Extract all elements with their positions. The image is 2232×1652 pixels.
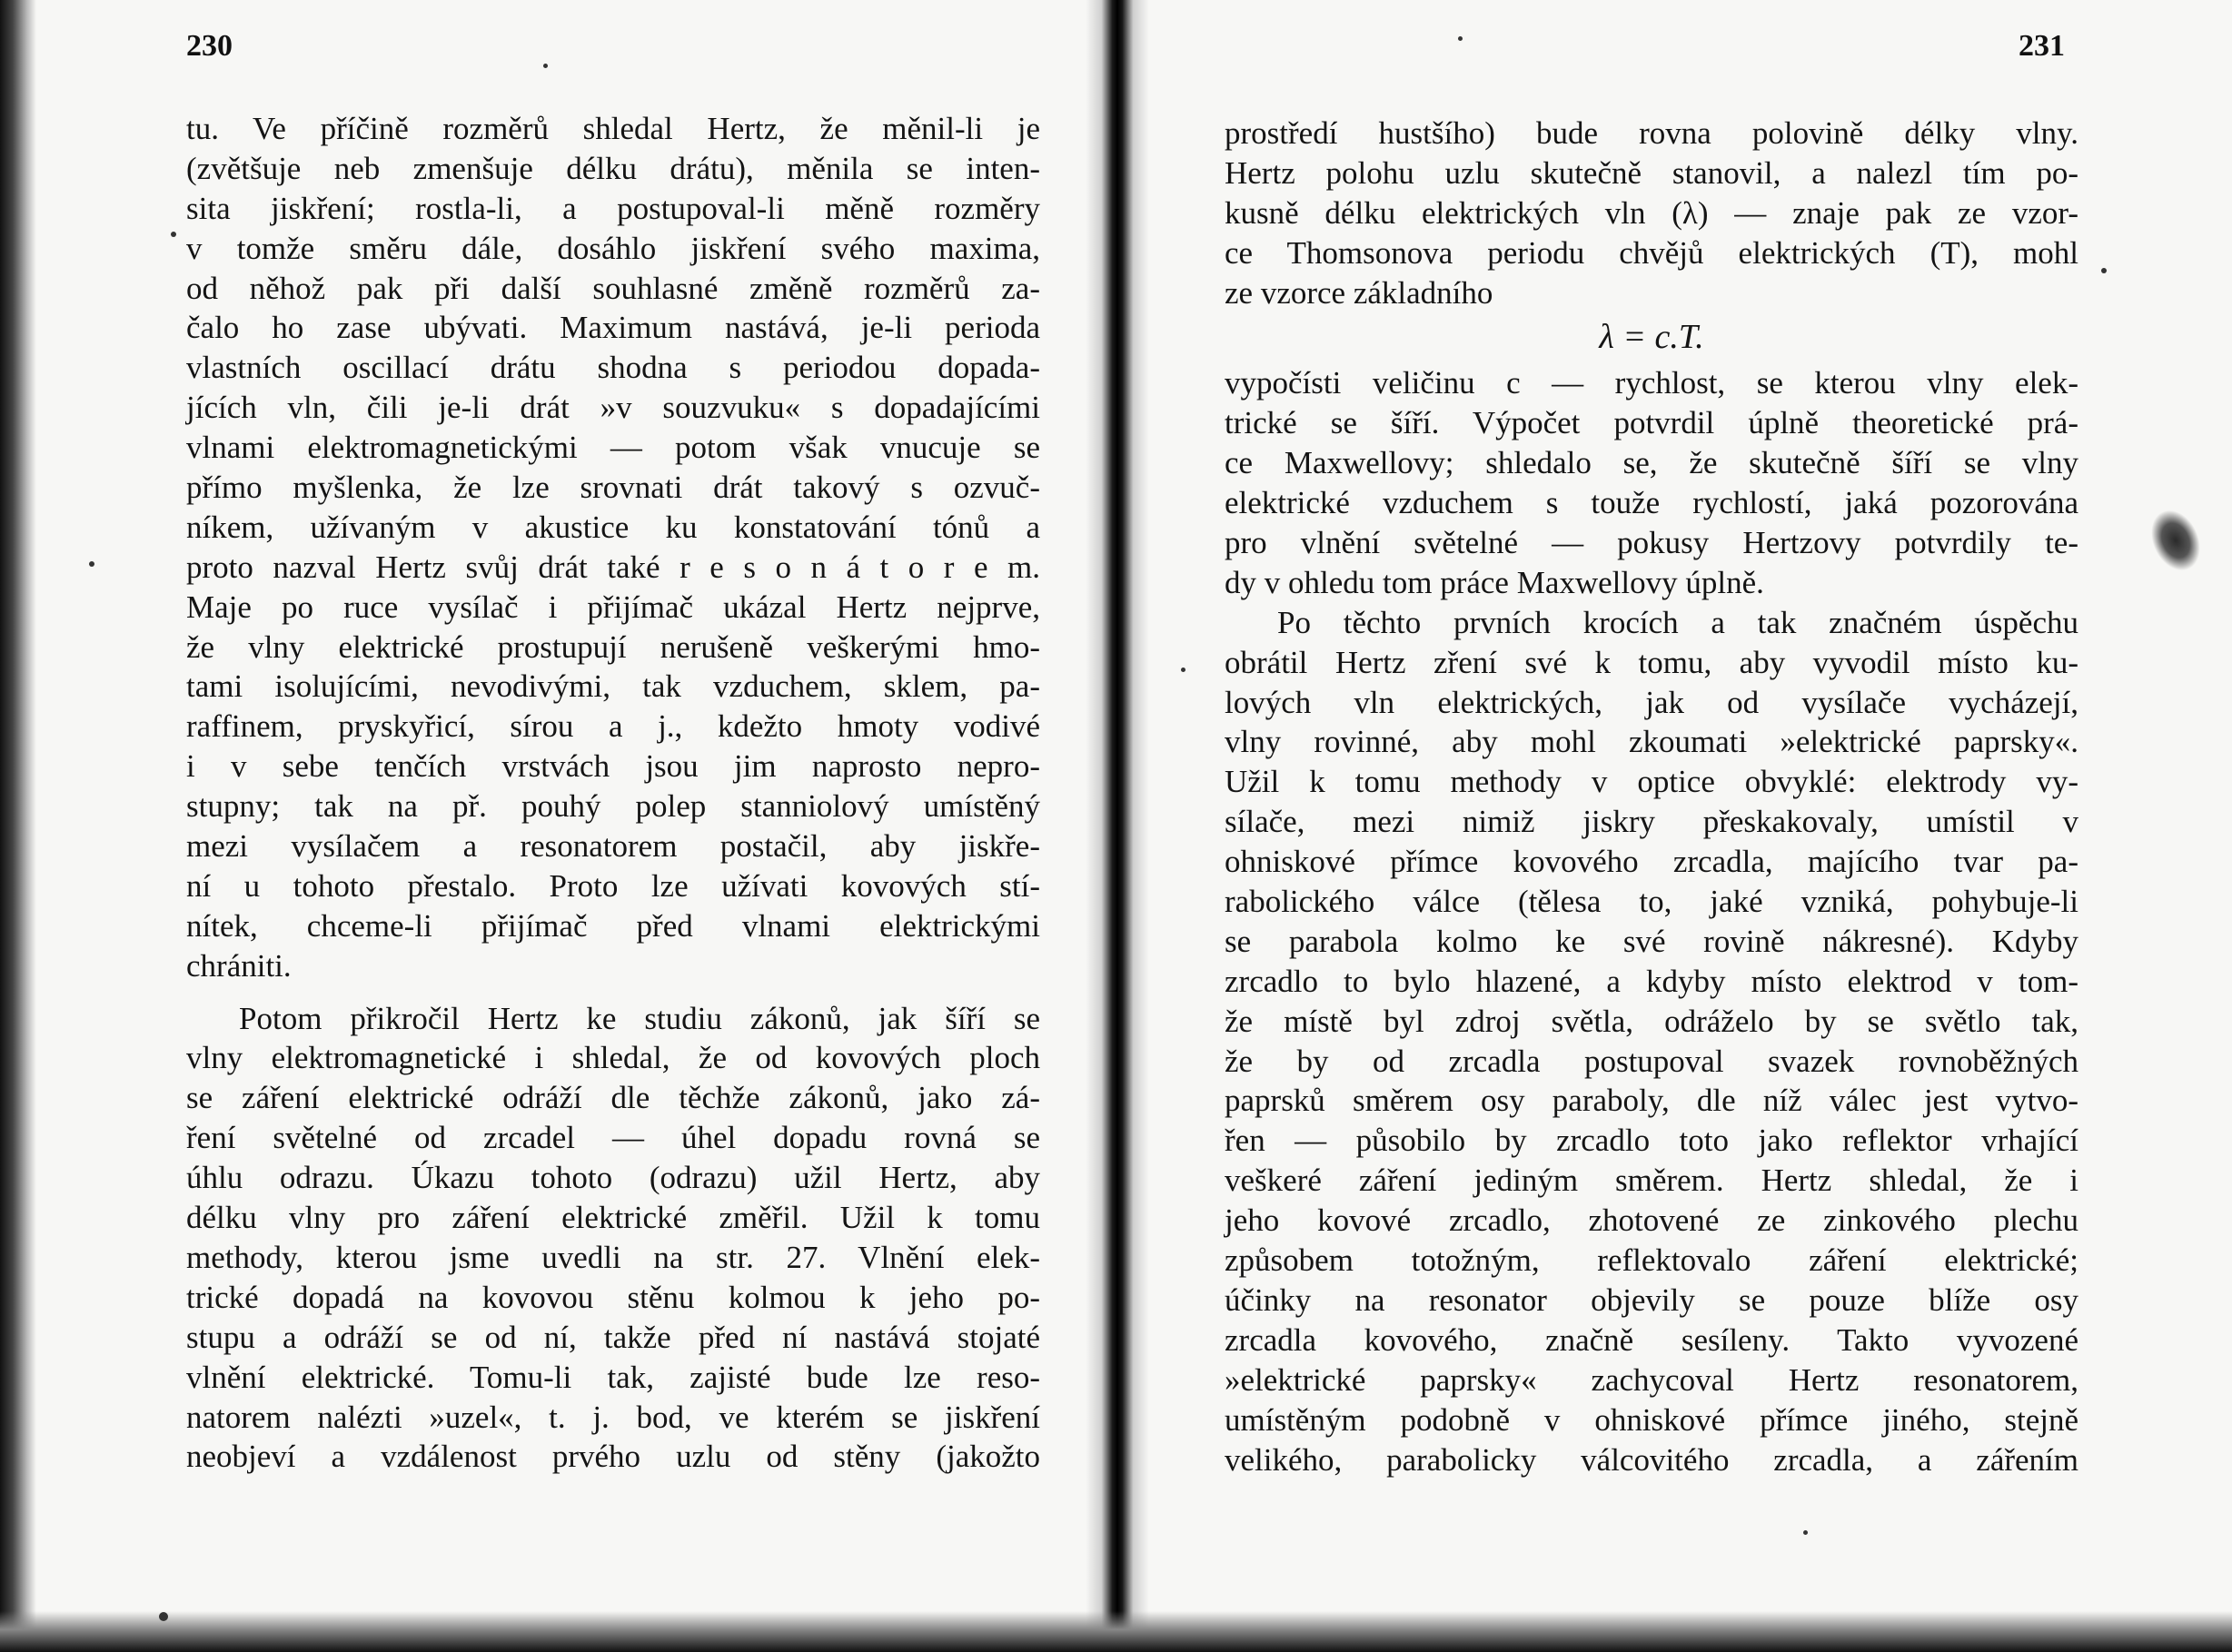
scan-speck	[1803, 1530, 1808, 1535]
text-line: jících vln, čili je-li drát »v souzvuku« s dopadajícími	[186, 390, 1040, 426]
text-line: Užil k tomu methody v optice obvyklé: elektrody vy-	[1225, 764, 2078, 800]
text-line: trické dopadá na kovovou stěnu kolmou k jeho po-	[186, 1279, 1040, 1315]
text-line: stupu a odráží se od ní, takže před ní nastává stojaté	[186, 1319, 1040, 1355]
text-line: Potom přikročil Hertz ke studiu zákonů, jak šíří se	[239, 1000, 1040, 1036]
text-line: od něhož pak při další souhlasné změně rozměrů za-	[186, 270, 1040, 306]
text-line: elektrické vzduchem s touže rychlostí, jaká pozorována	[1225, 485, 2078, 521]
text-line: raffinem, pryskyřicí, sírou a j., kdežto hmoty vodivé	[186, 708, 1040, 745]
text-line: délku vlny pro záření elektrické změřil. Užil k tomu	[186, 1200, 1040, 1236]
book-gutter	[1086, 0, 1149, 1652]
text-line: veškeré záření jediným směrem. Hertz shledal, že i	[1225, 1162, 2078, 1199]
scan-speck	[89, 561, 94, 567]
text-line: chrániti.	[186, 947, 292, 984]
text-line: úhlu odrazu. Úkazu tohoto (odrazu) užil Hertz, aby	[186, 1160, 1040, 1196]
formula: λ = c.T.	[1599, 318, 1704, 357]
text-line: vypočísti veličinu c — rychlost, se kterou vlny elek-	[1225, 365, 2078, 401]
text-line: Po těchto prvních krocích a tak značném úspěchu	[1277, 604, 2078, 640]
text-line: tami isolujícími, nevodivými, tak vzduchem, sklem, pa-	[186, 668, 1040, 705]
text-line: nítek, chceme-li přijímač před vlnami elektrickými	[186, 907, 1040, 944]
text-line: ce Thomsonova periodu chvějů elektrických (T), mohl	[1225, 234, 2078, 271]
text-line: vlny rovinné, aby mohl zkoumati »elektrické paprsky«.	[1225, 724, 2078, 760]
scan-speck	[159, 1612, 168, 1621]
text-line: čalo ho zase ubývati. Maximum nastává, je-li perioda	[186, 310, 1040, 346]
scan-speck	[1458, 36, 1463, 41]
text-line: vlnami elektromagnetickými — potom však vnucuje se	[186, 430, 1040, 466]
text-line: ce Maxwellovy; shledalo se, že skutečně šíří se vlny	[1225, 445, 2078, 481]
scan-speck	[543, 64, 548, 68]
text-line: »elektrické paprsky« zachycoval Hertz resonatorem,	[1225, 1361, 2078, 1398]
text-line: sita jiskření; rostla-li, a postupoval-li měně rozměry	[186, 190, 1040, 226]
text-line: vlnění elektrické. Tomu-li tak, zajisté bude lze reso-	[186, 1359, 1040, 1395]
text-line: zrcadla kovového, značně sesíleny. Takto vyvozené	[1225, 1321, 2078, 1358]
text-line: ohniskové přímce kovového zrcadla, majícího tvar pa-	[1225, 844, 2078, 880]
text-line: ze vzorce základního	[1225, 274, 1493, 311]
text-line: lových vln elektrických, jak od vysílače vycházejí,	[1225, 684, 2078, 720]
text-line: Hertz polohu uzlu skutečně stanovil, a nalezl tím po-	[1225, 154, 2078, 191]
text-line: dy v ohledu tom práce Maxwellovy úplně.	[1225, 564, 1764, 600]
text-line: proto nazval Hertz svůj drát také r e s o n á t o r e m.	[186, 549, 1040, 585]
text-line: že by od zrcadla postupoval svazek rovnoběžných	[1225, 1043, 2078, 1079]
page-number-left: 230	[186, 29, 233, 63]
text-line: neobjeví a vzdálenost prvého uzlu od stěny (jakožto	[186, 1439, 1040, 1475]
text-line: methody, kterou jsme uvedli na str. 27. Vlnění elek-	[186, 1239, 1040, 1275]
text-line: kusně délku elektrických vln (λ) — znaje pak ze vzor-	[1225, 194, 2078, 231]
text-line: ření světelné od zrcadel — úhel dopadu rovná se	[186, 1120, 1040, 1156]
text-line: řen — působilo by zrcadlo toto jako reflektor vrhající	[1225, 1123, 2078, 1159]
text-line: i v sebe tenčích vrstvách jsou jim naprosto nepro-	[186, 748, 1040, 785]
scan-speck	[1181, 668, 1185, 672]
text-line: vlny elektromagnetické i shledal, že od kovových ploch	[186, 1040, 1040, 1076]
text-line: že vlny elektrické prostupují nerušeně veškerými hmo-	[186, 628, 1040, 665]
page-edge-shadow-left	[0, 0, 36, 1652]
text-line: vlastních oscillací drátu shodna s periodou dopada-	[186, 350, 1040, 386]
right-page-text	[1225, 114, 2078, 1479]
scan-speck	[171, 232, 176, 237]
paragraph-gap	[186, 986, 1040, 999]
text-line: obrátil Hertz zření své k tomu, aby vyvodil místo ku-	[1225, 644, 2078, 680]
text-line: mezi vysílačem a resonatorem postačil, aby jiskře-	[186, 828, 1040, 865]
text-line: rabolického válce (tělesa to, jaké vzniká, pohybuje-li	[1225, 884, 2078, 920]
text-line: se záření elektrické odráží dle těchže zákonů, jako zá-	[186, 1080, 1040, 1116]
text-line: se parabola kolmo ke své rovině nákresné). Kdyby	[1225, 923, 2078, 959]
text-line: umístěným podobně v ohniskové přímce jiného, stejně	[1225, 1401, 2078, 1438]
text-line: ní u tohoto přestalo. Proto lze užívati kovových stí-	[186, 867, 1040, 904]
text-line: velikého, parabolicky válcovitého zrcadla, a zářením	[1225, 1441, 2078, 1478]
page-edge-shadow-bottom	[0, 1611, 2232, 1652]
page-number-right: 231	[2019, 29, 2065, 63]
text-line: přímo myšlenka, že lze srovnati drát takový s ozvuč-	[186, 470, 1040, 506]
text-line: jeho kovové zrcadlo, zhotovené ze zinkového plechu	[1225, 1202, 2078, 1239]
right-page	[1136, 0, 2232, 1652]
text-line: natorem nalézti »uzel«, t. j. bod, ve kterém se jiskření	[186, 1399, 1040, 1435]
text-line: níkem, užívaným v akustice ku konstatování tónů a	[186, 509, 1040, 545]
text-line: tu. Ve příčině rozměrů shledal Hertz, že měnil-li je	[186, 111, 1040, 146]
text-line: trické se šíří. Výpočet potvrdil úplně theoretické prá-	[1225, 405, 2078, 441]
scan-speck	[2101, 268, 2107, 273]
text-line: Maje po ruce vysílač i přijímač ukázal Hertz nejprve,	[186, 589, 1040, 625]
left-page-text	[186, 109, 1040, 1477]
text-line: že místě byl zdroj světla, odráželo by se světlo tak,	[1225, 1003, 2078, 1039]
text-line: sílače, mezi nimiž jiskry přeskakovaly, umístil v	[1225, 804, 2078, 840]
text-line: zrcadlo to bylo hlazené, a kdyby místo elektrod v tom-	[1225, 963, 2078, 999]
text-line: v tomže směru dále, dosáhlo jiskření svého maxima,	[186, 230, 1040, 266]
text-line: paprsků směrem osy paraboly, dle níž válec jest vytvo-	[1225, 1083, 2078, 1119]
text-line: prostředí hustšího) bude rovna polovině délky vlny.	[1225, 115, 2078, 151]
text-line: (zvětšuje neb zmenšuje délku drátu), měnila se inten-	[186, 150, 1040, 186]
text-line: účinky na resonator objevily se pouze blíže osy	[1225, 1281, 2078, 1318]
text-line: stupny; tak na př. pouhý polep stanniolový umístěný	[186, 788, 1040, 825]
text-line: pro vlnění světelné — pokusy Hertzovy potvrdily te-	[1225, 525, 2078, 561]
left-page	[0, 0, 1104, 1652]
text-line: způsobem totožným, reflektovalo záření elektrické;	[1225, 1242, 2078, 1279]
